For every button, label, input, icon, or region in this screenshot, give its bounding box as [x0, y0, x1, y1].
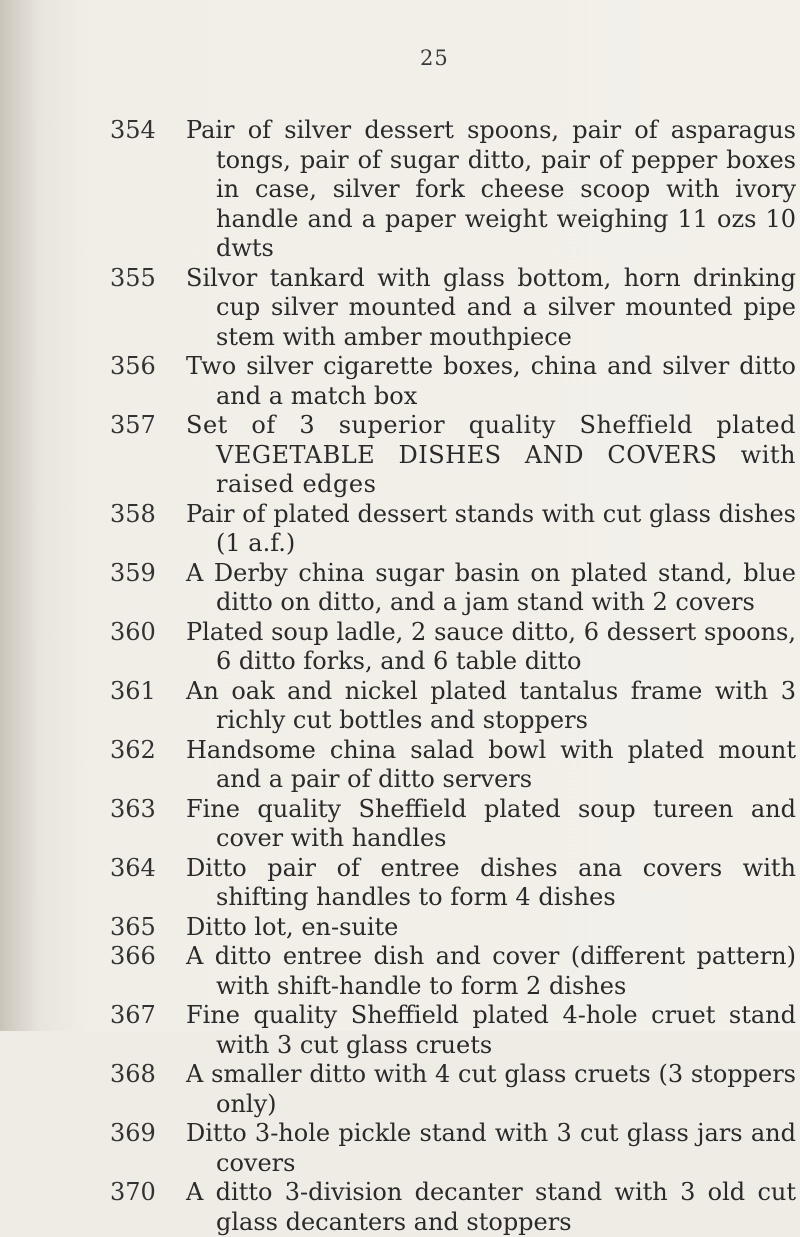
lot-description: Ditto 3-hole pickle stand with 3 cut glass jars and covers	[186, 1119, 796, 1177]
lot-list	[0, 116, 800, 1237]
lot-description: Ditto pair of entree dishes ana covers with shifting handles to form 4 dishes	[186, 853, 796, 911]
lot-description: Pair of plated dessert stands with cut glass dishes (1 a.f.)	[186, 499, 796, 557]
lot-number: 355	[110, 263, 156, 292]
lot-description: Two silver cigarette boxes, china and silver ditto and a match box	[186, 352, 796, 410]
lot-description: A ditto 3-division decanter stand with 3 old cut glass decanters and stoppers	[186, 1178, 796, 1236]
lot-number: 354	[110, 116, 156, 144]
lot-description: Pair of silver dessert spoons, pair of asparagus tongs, pair of sugar ditto, pair of pepper boxes in case, silver fork cheese scoop with ivory handle and a paper weight weighing 11 ozs 10 dwts	[186, 116, 796, 262]
lot-item	[0, 411, 800, 500]
lot-description: An oak and nickel plated tantalus frame with 3 richly cut bottles and stoppers	[186, 676, 796, 734]
lot-item	[0, 264, 800, 353]
lot-item	[0, 1119, 800, 1178]
lot-description: Set of 3 superior quality Sheffield plated VEGETABLE DISHES AND COVERS with raised edges	[186, 411, 796, 498]
lot-description: Handsome china salad bowl with plated mount and a pair of ditto servers	[186, 735, 796, 793]
lot-number: 368	[110, 1060, 156, 1088]
lot-number: 364	[110, 853, 156, 882]
lot-number: 365	[110, 912, 156, 941]
lot-number: 363	[110, 794, 156, 823]
lot-description: Plated soup ladle, 2 sauce ditto, 6 dessert spoons, 6 ditto forks, and 6 table ditto	[186, 617, 796, 675]
lot-item	[0, 618, 800, 677]
lot-description: A ditto entree dish and cover (different pattern) with shift-handle to form 2 dishes	[186, 942, 796, 1000]
lot-number: 369	[110, 1119, 156, 1147]
lot-item	[0, 677, 800, 736]
lot-number: 357	[110, 411, 156, 439]
lot-number: 360	[110, 617, 156, 646]
lot-item	[0, 116, 800, 264]
lot-description: Fine quality Sheffield plated soup tureen and cover with handles	[186, 794, 796, 852]
lot-item	[0, 942, 800, 1001]
lot-number: 370	[110, 1178, 156, 1206]
lot-item	[0, 854, 800, 913]
lot-item	[0, 1178, 800, 1237]
lot-item	[0, 913, 800, 943]
lot-number: 358	[110, 499, 156, 528]
lot-item	[0, 736, 800, 795]
lot-item	[0, 559, 800, 618]
lot-number: 367	[110, 1001, 156, 1029]
lot-number: 356	[110, 352, 156, 380]
lot-item	[0, 1060, 800, 1119]
lot-number: 359	[110, 558, 156, 587]
lot-item	[0, 352, 800, 411]
lot-description: A smaller ditto with 4 cut glass cruets (3 stoppers only)	[186, 1060, 796, 1118]
lot-description: Ditto lot, en-suite	[186, 912, 399, 941]
lot-number: 366	[110, 942, 156, 970]
lot-description: Fine quality Sheffield plated 4-hole cruet stand with 3 cut glass cruets	[186, 1001, 796, 1059]
lot-description: Silvor tankard with glass bottom, horn drinking cup silver mounted and a silver mounted pipe stem with amber mouthpiece	[186, 263, 796, 351]
page-number: 25	[420, 46, 449, 70]
lot-number: 362	[110, 735, 156, 764]
lot-description: A Derby china sugar basin on plated stand, blue ditto on ditto, and a jam stand with 2 covers	[186, 558, 796, 616]
lot-number: 361	[110, 676, 156, 705]
lot-item	[0, 500, 800, 559]
lot-item	[0, 795, 800, 854]
